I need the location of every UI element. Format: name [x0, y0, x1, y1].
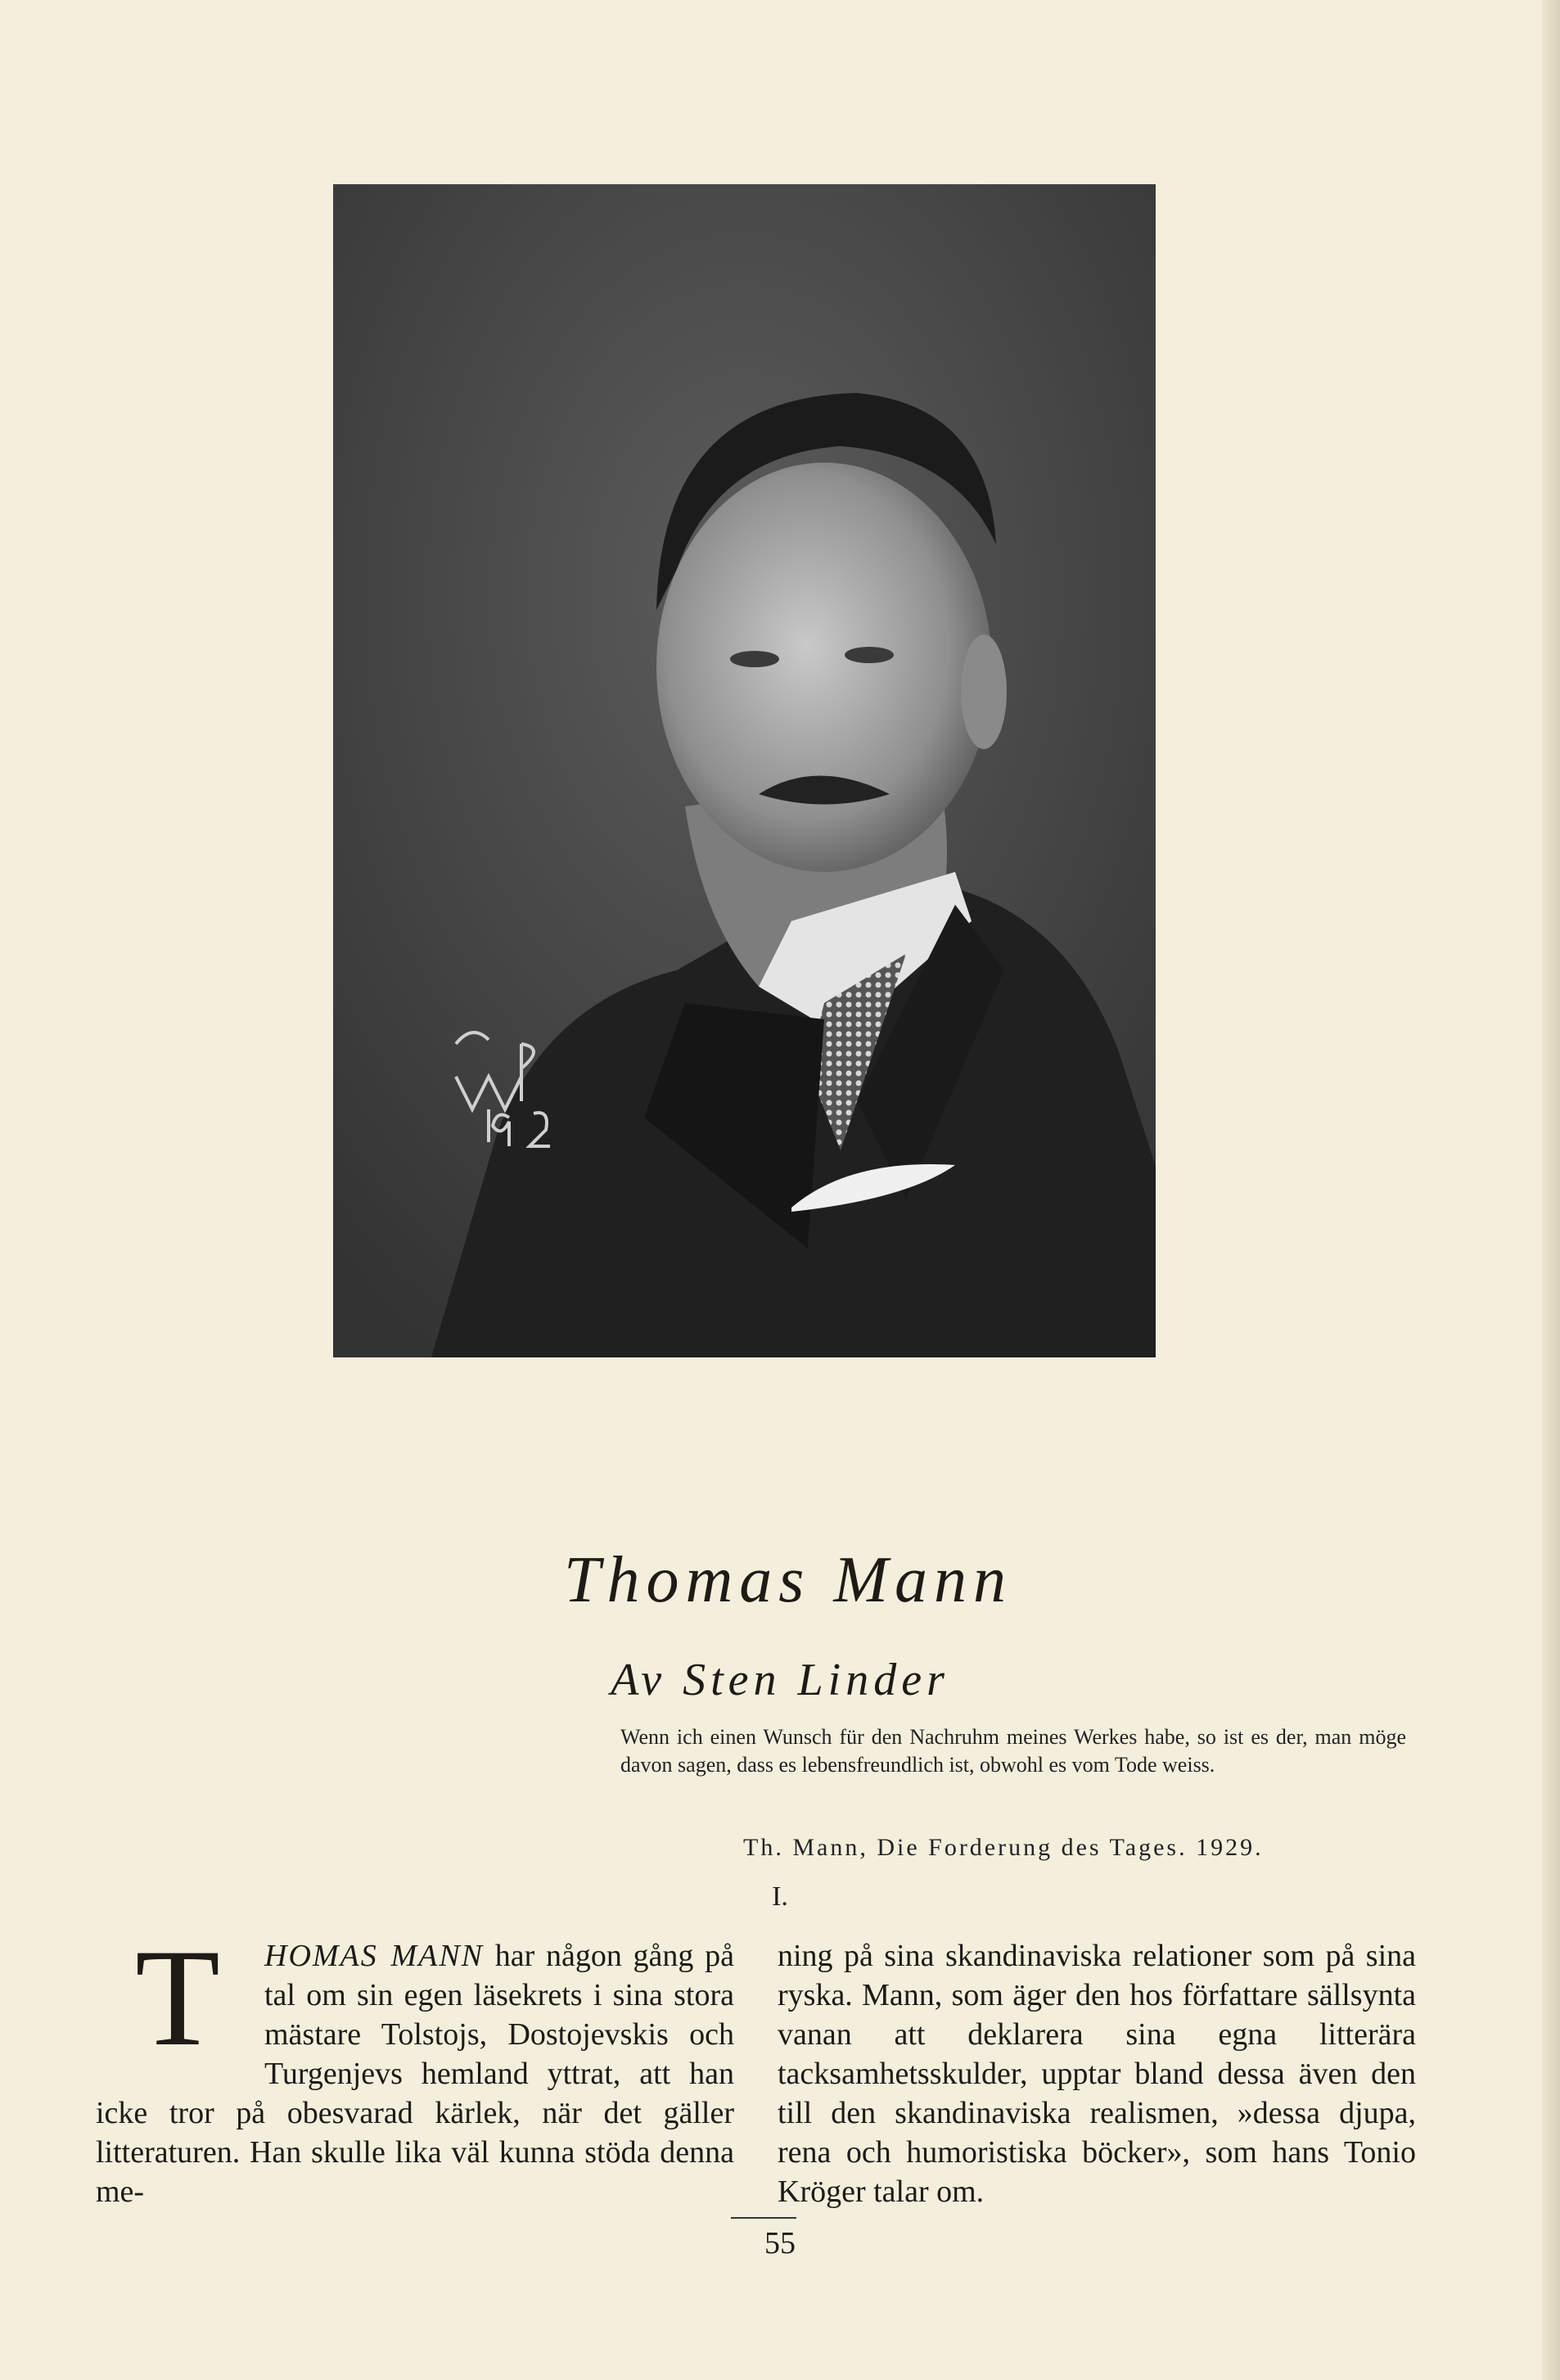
page-number: 55 — [764, 2226, 796, 2260]
body-column-right — [778, 1936, 1416, 2211]
body-text-right: ning på sina skandinaviska relationer som på sina ryska. Mann, som äger den hos författare sällsynta vanan att deklarera sina egna litterära tacksamhetsskulder, upptar bland dessa även den till den skandinaviska realismen, »dessa djupa, rena och humoristiska böcker», som hans Tonio Kröger talar om. — [778, 1939, 1416, 2209]
lead-small-caps: HOMAS MANN — [264, 1939, 485, 1973]
drop-cap: T — [135, 1936, 220, 2075]
body-text-left: har någon gång på tal om sin egen läsekrets i sina stora mästare Tolstojs, Dostojevskis och Turgenjevs hemland yttrat, att han icke tror på obesvarad kärlek, när det gäller litteraturen. Han skulle lika väl kunna stöda denna me- — [96, 1939, 735, 2209]
article-title: Thomas Mann — [563, 1544, 1013, 1616]
page-edge-shadow — [1542, 0, 1560, 2380]
article-byline: Av Sten Linder — [611, 1655, 949, 1705]
epigraph-text: Wenn ich einen Wunsch für den Nachruhm meines Werkes habe, so ist es der, man möge davon sagen, dass es lebensfreundlich ist, obwohl es vom Tode weiss. — [620, 1725, 1406, 1777]
epigraph-citation: Th. Mann, Die Forderung des Tages. 1929. — [743, 1834, 1264, 1861]
portrait-photograph — [333, 184, 1156, 1357]
section-number: I. — [772, 1881, 788, 1912]
page-number-rule — [731, 2217, 796, 2219]
body-column-left — [96, 1936, 734, 2211]
